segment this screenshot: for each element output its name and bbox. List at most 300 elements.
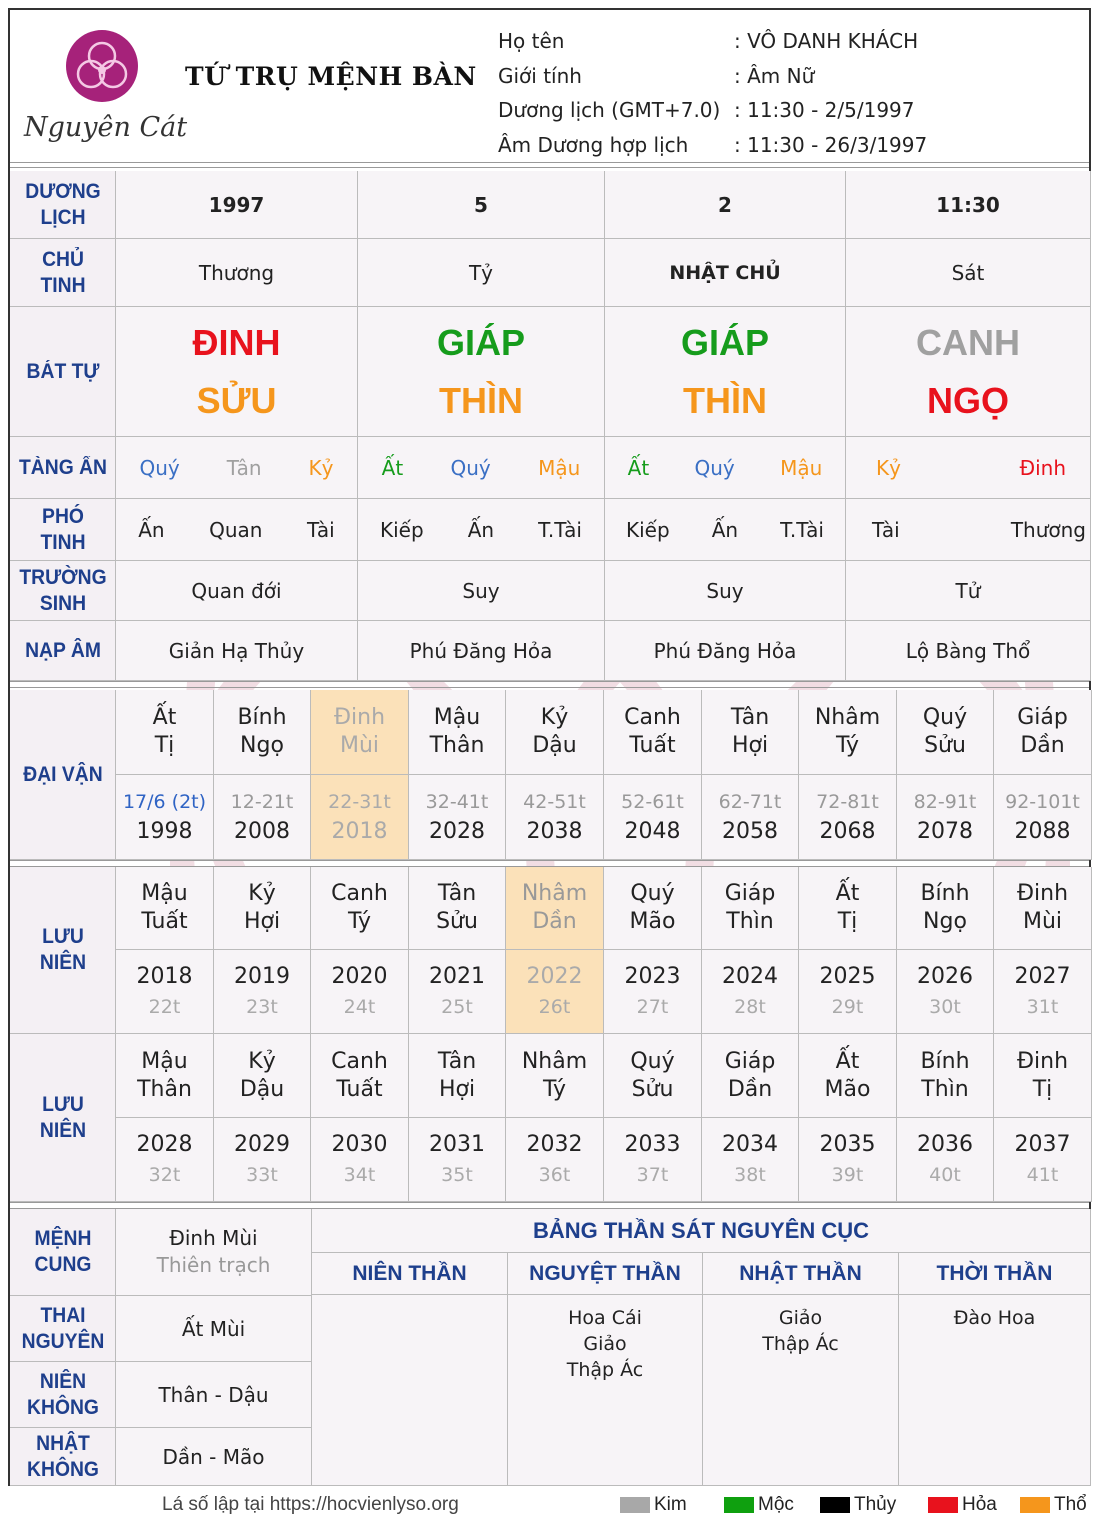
label-nap-am-text: NẠP ÂM <box>24 638 101 662</box>
period-detail <box>799 1118 897 1202</box>
period-can: Đinh <box>1016 881 1069 906</box>
period-year: 2019 <box>234 963 290 989</box>
pillar-chu-tinh <box>358 239 605 307</box>
pho-tinh-item: Tài <box>872 517 900 542</box>
period-year: 2088 <box>1014 819 1071 844</box>
period-chi: Thìn <box>921 1076 969 1102</box>
pillar-duong-value: 5 <box>474 192 488 217</box>
nap-am-value: Lộ Bàng Thổ <box>905 638 1031 663</box>
period-year: 2024 <box>722 963 778 989</box>
period-chi: Mùi <box>1022 909 1063 934</box>
period-can: Đinh <box>1016 1048 1069 1074</box>
period-can: Kỷ <box>540 705 569 730</box>
period-chi: Ngọ <box>923 909 967 934</box>
label-pho-tinh-text: PHÓ TINH <box>39 504 86 554</box>
label-tang-an <box>10 437 116 499</box>
info-value: : 11:30 - 2/5/1997 <box>734 98 915 122</box>
pillar-can: GIÁP <box>680 321 769 363</box>
period-chi: Tị <box>1032 1076 1053 1102</box>
label-nhat-khong <box>10 1428 116 1486</box>
label-truong-sinh-text: TRƯỜNG SINH <box>18 565 107 615</box>
pillar-truong-sinh <box>605 561 846 621</box>
than-sat-header-text: NGUYỆT THẦN <box>529 1261 681 1285</box>
period-detail <box>994 775 1092 860</box>
period-name <box>506 690 604 775</box>
period-can: Giáp <box>1017 705 1068 730</box>
label-thai-nguyen <box>10 1296 116 1362</box>
pillar-bat-tu <box>605 307 846 437</box>
period-name <box>311 867 409 950</box>
period-age: 26t <box>538 995 571 1018</box>
pillar-duong-lich <box>605 171 846 239</box>
thai-nguyen-text: Ất Mùi <box>181 1316 246 1341</box>
than-sat-item: Giảo <box>583 1333 627 1355</box>
period-name <box>604 867 702 950</box>
label-nhat-khong-text: NHẬT KHÔNG <box>26 1431 99 1481</box>
period-can: Giáp <box>724 1048 776 1074</box>
period-chi: Hợi <box>243 909 281 934</box>
label-duong-lich-text: DƯƠNG LỊCH <box>24 179 101 229</box>
pho-tinh-item: Kiếp <box>626 517 670 542</box>
info-value: : Âm Nữ <box>734 63 815 88</box>
period-detail <box>409 1118 506 1202</box>
period-name <box>604 1034 702 1118</box>
period-can: Kỷ <box>248 1048 276 1074</box>
pho-tinh-list <box>846 518 1090 542</box>
label-dai-van-text: ĐẠI VẬN <box>22 762 103 786</box>
tang-an-list <box>605 456 845 480</box>
period-age: 36t <box>538 1163 571 1186</box>
period-detail <box>604 950 702 1034</box>
period-chi: Mùi <box>339 733 380 758</box>
label-luu-nien <box>10 1034 116 1202</box>
period-age: 27t <box>636 995 669 1018</box>
period-name <box>506 867 604 950</box>
period-chi: Tuất <box>336 1076 383 1102</box>
info-row <box>498 128 927 163</box>
period-detail <box>604 1118 702 1202</box>
period-name <box>799 867 897 950</box>
nhat-khong-value <box>116 1428 312 1486</box>
pho-tinh-item: T.Tài <box>538 517 582 542</box>
tang-an-item: Quý <box>139 455 180 480</box>
period-age: 29t <box>831 995 864 1018</box>
period-detail <box>116 1118 214 1202</box>
tang-an-item: Ất <box>627 455 650 480</box>
legend-label: Thủy <box>854 1494 897 1515</box>
period-name <box>702 690 799 775</box>
pillar-can: CANH <box>916 321 1020 363</box>
period-year: 2035 <box>819 1131 876 1157</box>
period-age: 22t <box>148 995 181 1018</box>
period-year: 2068 <box>819 819 876 844</box>
menh-cung-value <box>116 1209 312 1296</box>
than-sat-item: Đào Hoa <box>953 1307 1036 1329</box>
pillar-bat-tu <box>116 307 358 437</box>
truong-sinh-value: Tử <box>955 578 981 603</box>
period-name <box>116 690 214 775</box>
label-chu-tinh <box>10 239 116 307</box>
period-detail <box>994 1118 1092 1202</box>
period-name <box>604 690 702 775</box>
tang-an-item: Mậu <box>780 455 823 480</box>
period-age: 32-41t <box>425 791 489 813</box>
period-can: Tân <box>730 705 770 730</box>
pillar-bat-tu <box>846 307 1091 437</box>
than-sat-item: Giảo <box>778 1307 823 1329</box>
period-year: 2028 <box>429 819 485 844</box>
section-divider <box>10 1202 1089 1203</box>
period-chi: Dậu <box>239 1076 285 1102</box>
tang-an-item: Kỷ <box>308 455 334 480</box>
period-age: 38t <box>734 1163 766 1186</box>
period-detail <box>506 950 604 1034</box>
period-name <box>409 1034 506 1118</box>
than-sat-header-text: NHẬT THẦN <box>739 1261 862 1285</box>
pillar-duong-value: 11:30 <box>936 192 1000 217</box>
tang-an-item: Đinh <box>1019 455 1066 480</box>
pillar-pho-tinh <box>846 499 1091 561</box>
truong-sinh-value: Suy <box>462 578 500 603</box>
period-chi: Dậu <box>532 733 577 758</box>
legend-label: Mộc <box>758 1494 794 1515</box>
pillar-truong-sinh <box>846 561 1091 621</box>
period-year: 2048 <box>624 819 681 844</box>
pho-tinh-item: Tài <box>307 517 335 542</box>
period-year: 2034 <box>722 1131 778 1157</box>
period-age: 17/6 (2t) <box>122 791 207 813</box>
label-truong-sinh <box>10 561 116 621</box>
period-name <box>702 1034 799 1118</box>
info-block <box>498 24 927 162</box>
pillar-duong-lich <box>846 171 1091 239</box>
label-nien-khong-text: NIÊN KHÔNG <box>26 1369 99 1419</box>
info-row <box>498 59 927 94</box>
period-detail <box>897 775 994 860</box>
period-age: 28t <box>734 995 766 1018</box>
label-dai-van <box>10 690 116 860</box>
period-name <box>214 690 311 775</box>
section-divider <box>10 860 1089 861</box>
tang-an-item: Kỷ <box>876 455 901 480</box>
period-can: Canh <box>624 705 681 730</box>
label-bat-tu-text: BÁT TỰ <box>26 359 99 383</box>
pillar-chu-tinh <box>846 239 1091 307</box>
legend-label: Hỏa <box>962 1494 997 1515</box>
info-value: : VÔ DANH KHÁCH <box>734 29 919 53</box>
period-year: 2058 <box>722 819 778 844</box>
logo-text: Nguyên Cát <box>24 112 188 143</box>
period-name <box>409 867 506 950</box>
pho-tinh-item: Kiếp <box>380 517 424 542</box>
period-age: 32t <box>148 1163 181 1186</box>
period-year: 2031 <box>429 1131 485 1157</box>
period-year: 2020 <box>331 963 388 989</box>
period-chi: Dần <box>727 1076 773 1102</box>
period-age: 25t <box>441 995 473 1018</box>
period-chi: Hợi <box>731 733 769 758</box>
period-detail <box>702 1118 799 1202</box>
period-can: Quý <box>922 705 968 730</box>
lotus-logo-icon <box>24 24 194 164</box>
nien-khong-text: Thân - Dậu <box>158 1382 269 1407</box>
legend-label: Thổ <box>1054 1494 1087 1515</box>
period-name <box>702 867 799 950</box>
pillar-tang-an <box>846 437 1091 499</box>
period-can: Canh <box>331 881 388 906</box>
period-can: Mậu <box>141 1048 188 1074</box>
period-chi: Tuất <box>629 733 676 758</box>
pillar-chu-tinh <box>605 239 846 307</box>
period-age: 62-71t <box>718 791 782 813</box>
nhat-khong-text: Dần - Mão <box>162 1444 265 1469</box>
period-can: Ất <box>835 1048 860 1074</box>
than-sat-column <box>508 1295 703 1486</box>
period-can: Ất <box>152 705 177 730</box>
pillar-truong-sinh <box>116 561 358 621</box>
thai-nguyen-value <box>116 1296 312 1362</box>
legend-swatch <box>820 1497 850 1513</box>
period-age: 33t <box>246 1163 278 1186</box>
info-key: Âm Dương hợp lịch <box>498 132 689 157</box>
period-year: 2018 <box>136 963 193 989</box>
period-detail <box>604 775 702 860</box>
period-can: Kỷ <box>248 881 276 906</box>
than-sat-header-text: THỜI THẦN <box>936 1261 1053 1285</box>
period-can: Nhâm <box>521 1048 588 1074</box>
info-value: : 11:30 - 26/3/1997 <box>734 132 928 157</box>
period-name <box>311 1034 409 1118</box>
pillar-pho-tinh <box>605 499 846 561</box>
label-luu-nien-text: LƯU NIÊN <box>39 925 86 974</box>
than-sat-column <box>703 1295 899 1486</box>
pillar-tang-an <box>605 437 846 499</box>
than-sat-header <box>312 1253 508 1295</box>
label-chu-tinh-text: CHỦ TINH <box>39 247 86 297</box>
legend-item <box>820 1494 896 1516</box>
legend-item <box>620 1494 687 1516</box>
period-chi: Hợi <box>438 1076 476 1102</box>
period-age: 12-21t <box>230 791 294 813</box>
period-detail <box>897 1118 994 1202</box>
period-name <box>994 867 1092 950</box>
pillar-chi: THÌN <box>439 379 523 421</box>
period-can: Nhâm <box>814 705 881 730</box>
label-nien-khong <box>10 1362 116 1428</box>
period-year: 2026 <box>917 963 973 989</box>
truong-sinh-value: Suy <box>706 578 744 603</box>
period-year: 2038 <box>526 819 583 844</box>
label-thai-nguyen-text: THAI NGUYÊN <box>21 1303 104 1353</box>
period-can: Giáp <box>724 881 776 906</box>
period-chi: Mão <box>824 1076 871 1102</box>
legend-swatch <box>724 1497 754 1513</box>
period-can: Quý <box>630 881 675 906</box>
truong-sinh-value: Quan đới <box>191 578 282 603</box>
period-name <box>799 690 897 775</box>
period-year: 2027 <box>1014 963 1071 989</box>
period-year: 2028 <box>136 1131 193 1157</box>
period-age: 40t <box>929 1163 961 1186</box>
period-chi: Sửu <box>924 733 966 758</box>
period-can: Ất <box>835 881 860 906</box>
period-can: Canh <box>331 1048 388 1074</box>
period-detail <box>116 775 214 860</box>
than-sat-column <box>899 1295 1091 1486</box>
pillar-tang-an <box>358 437 605 499</box>
period-age: 82-91t <box>913 791 977 813</box>
period-detail <box>799 775 897 860</box>
label-pho-tinh <box>10 499 116 561</box>
period-age: 39t <box>831 1163 864 1186</box>
period-detail <box>116 950 214 1034</box>
period-detail <box>311 950 409 1034</box>
period-can: Mậu <box>433 705 481 730</box>
period-can: Nhâm <box>521 881 588 906</box>
period-can: Đinh <box>333 705 386 730</box>
period-year: 1998 <box>136 819 193 844</box>
pillar-duong-value: 1997 <box>208 192 265 217</box>
period-age: 37t <box>636 1163 669 1186</box>
period-year: 2078 <box>917 819 973 844</box>
chart-frame <box>8 8 1091 1486</box>
period-can: Tân <box>437 1048 477 1074</box>
period-can: Quý <box>630 1048 675 1074</box>
period-name <box>214 867 311 950</box>
info-key: Giới tính <box>498 63 582 88</box>
pillar-pho-tinh <box>358 499 605 561</box>
than-sat-item: Thập Ác <box>566 1359 644 1381</box>
period-detail <box>799 950 897 1034</box>
than-sat-header-text: NIÊN THẦN <box>352 1261 467 1285</box>
period-name <box>116 1034 214 1118</box>
period-detail <box>506 1118 604 1202</box>
period-can: Mậu <box>141 881 188 906</box>
nap-am-value: Phú Đăng Hỏa <box>409 638 553 663</box>
period-chi: Thân <box>137 1076 192 1102</box>
period-chi: Tuất <box>141 909 188 934</box>
period-detail <box>506 775 604 860</box>
legend-item <box>928 1494 997 1516</box>
period-year: 2033 <box>624 1131 681 1157</box>
period-age: 23t <box>246 995 278 1018</box>
pho-tinh-item: Ấn <box>138 517 165 542</box>
period-chi: Sửu <box>631 1076 674 1102</box>
pho-tinh-item: Thương <box>1010 517 1086 542</box>
period-age: 34t <box>343 1163 376 1186</box>
period-year: 2018 <box>331 819 388 844</box>
tang-an-list <box>116 456 357 480</box>
pillar-duong-lich <box>116 171 358 239</box>
period-chi: Tị <box>837 909 858 934</box>
period-year: 2037 <box>1014 1131 1071 1157</box>
period-name <box>409 690 506 775</box>
period-detail <box>214 1118 311 1202</box>
pho-tinh-item: T.Tài <box>780 517 824 542</box>
period-chi: Tị <box>154 733 175 758</box>
period-year: 2036 <box>917 1131 973 1157</box>
page-title: TỨ TRỤ MỆNH BÀN <box>185 62 477 91</box>
pillar-truong-sinh <box>358 561 605 621</box>
label-duong-lich <box>10 171 116 239</box>
legend-item <box>724 1494 794 1516</box>
period-year: 2030 <box>331 1131 388 1157</box>
pillar-chu-tinh <box>116 239 358 307</box>
period-chi: Dần <box>1020 733 1065 758</box>
legend-item <box>1020 1494 1087 1516</box>
label-menh-cung-text: MỆNH CUNG <box>34 1227 91 1276</box>
tang-an-list <box>846 456 1090 480</box>
than-sat-header <box>508 1253 703 1295</box>
period-name <box>799 1034 897 1118</box>
period-can: Bính <box>920 1048 970 1074</box>
pillar-tang-an <box>116 437 358 499</box>
pho-tinh-item: Ấn <box>467 517 495 542</box>
info-row <box>498 93 927 128</box>
tang-an-item: Ất <box>381 455 404 480</box>
pillar-duong-value: 2 <box>718 192 732 217</box>
pillar-nap-am <box>358 621 605 681</box>
nap-am-value: Giản Hạ Thủy <box>168 638 305 663</box>
period-name <box>994 690 1092 775</box>
period-age: 42-51t <box>523 791 586 813</box>
period-detail <box>994 950 1092 1034</box>
section-divider <box>10 681 1089 682</box>
period-chi: Thân <box>429 733 485 758</box>
tang-an-item: Tân <box>226 455 262 480</box>
pho-tinh-item: Ấn <box>711 517 739 542</box>
period-age: 31t <box>1026 995 1059 1018</box>
period-age: 92-101t <box>1005 791 1080 813</box>
label-nap-am <box>10 621 116 681</box>
period-name <box>214 1034 311 1118</box>
period-name <box>116 867 214 950</box>
period-chi: Tý <box>542 1076 567 1102</box>
legend-swatch <box>928 1497 958 1513</box>
period-detail <box>214 775 311 860</box>
period-chi: Thìn <box>726 909 774 934</box>
period-age: 52-61t <box>621 791 684 813</box>
period-name <box>897 867 994 950</box>
period-detail <box>702 775 799 860</box>
label-luu-nien <box>10 867 116 1034</box>
label-tang-an-text: TÀNG ẨN <box>18 455 107 479</box>
period-detail <box>214 950 311 1034</box>
period-chi: Sửu <box>436 909 478 934</box>
pillar-bat-tu <box>358 307 605 437</box>
menh-cung-name: Đinh Mùi <box>169 1226 258 1250</box>
pillar-duong-lich <box>358 171 605 239</box>
than-sat-column <box>312 1295 508 1486</box>
period-detail <box>897 950 994 1034</box>
pho-tinh-list <box>116 518 357 542</box>
period-detail <box>311 1118 409 1202</box>
than-sat-item: Thập Ác <box>762 1333 839 1355</box>
period-name <box>311 690 409 775</box>
period-age: 30t <box>929 995 961 1018</box>
period-year: 2032 <box>526 1131 583 1157</box>
info-key: Dương lịch (GMT+7.0) <box>498 98 721 122</box>
period-year: 2025 <box>819 963 876 989</box>
section-divider <box>10 687 1089 688</box>
period-name <box>506 1034 604 1118</box>
pillar-chi: THÌN <box>683 379 767 421</box>
info-key: Họ tên <box>498 29 565 53</box>
pillar-chi: NGỌ <box>926 379 1009 421</box>
period-age: 41t <box>1026 1163 1059 1186</box>
than-sat-item: Hoa Cái <box>568 1307 642 1329</box>
legend-swatch <box>1020 1497 1050 1513</box>
